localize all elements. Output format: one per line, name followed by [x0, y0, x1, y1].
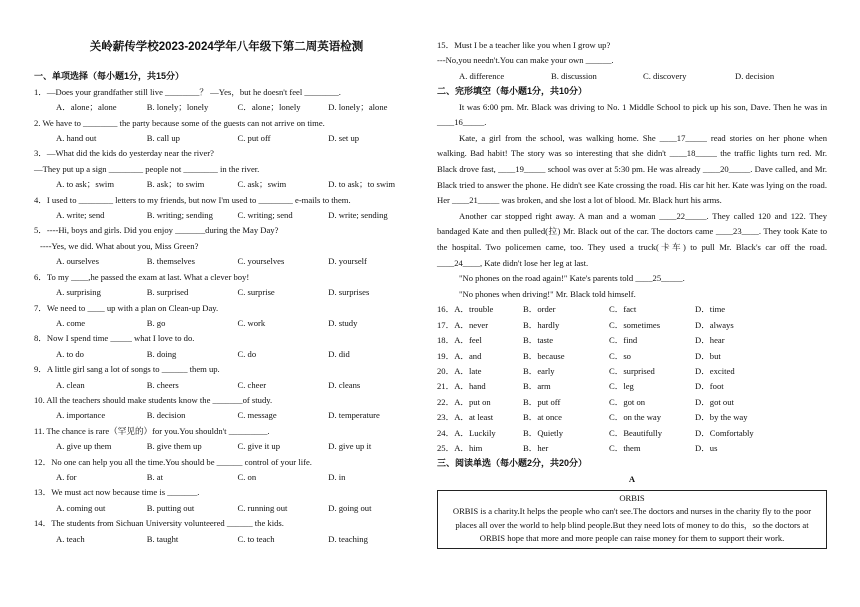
option[interactable]: C. work	[237, 317, 266, 328]
option[interactable]: B. surprised	[146, 287, 189, 298]
option[interactable]: A. come	[56, 317, 86, 328]
question-14-options	[34, 532, 419, 547]
cloze-option[interactable]: D．Comfortably	[695, 427, 754, 438]
cloze-option[interactable]: 17．A．never	[437, 319, 489, 330]
cloze-option[interactable]: 25．A．him	[437, 443, 483, 453]
cloze-option[interactable]: B．Quietly	[523, 427, 564, 438]
cloze-option[interactable]: 20．A．late	[437, 365, 482, 376]
option[interactable]: A. teach	[56, 533, 85, 544]
option[interactable]: B. taught	[146, 533, 179, 544]
option[interactable]: A. give up them	[56, 441, 112, 452]
cloze-option[interactable]: B．taste	[523, 335, 554, 346]
cloze-options	[437, 302, 827, 456]
cloze-option[interactable]: D．us	[695, 443, 718, 453]
option[interactable]: C. running out	[237, 502, 288, 513]
option[interactable]: D. lonely；alone	[328, 102, 388, 113]
cloze-option[interactable]: B．hardly	[523, 319, 560, 330]
cloze-option[interactable]: D．time	[695, 304, 726, 315]
cloze-option[interactable]: D．excited	[695, 365, 735, 376]
option[interactable]: C. message	[237, 410, 277, 421]
option[interactable]: D. set up	[328, 133, 360, 144]
passage-box	[437, 490, 827, 549]
question-15: 15．Must I be a teacher like you when I grow up?	[437, 40, 611, 50]
question-9: 9．A little girl sang a lot of songs to ______ them up.	[34, 364, 220, 375]
question-1-options	[34, 100, 419, 115]
cloze-option[interactable]: 18．A．feel	[437, 335, 482, 346]
cloze-option[interactable]: C．Beautifully	[609, 427, 662, 438]
question-5: 5．----Hi, boys and girls. Did you enjoy _______during the May Day?	[34, 225, 279, 236]
option[interactable]: A. for	[56, 471, 77, 482]
question-8-options	[34, 347, 419, 362]
question-8: 8．Now I spend time _____ what I love to do.	[34, 333, 195, 344]
option[interactable]: D. study	[328, 317, 358, 328]
question-11-options	[34, 439, 419, 454]
question-10-options	[34, 408, 419, 423]
cloze-option[interactable]: B．early	[523, 365, 555, 376]
question-7: 7．We need to ____ up with a plan on Clean-up Day.	[34, 302, 219, 313]
cloze-option[interactable]: C．leg	[609, 381, 634, 392]
cloze-option[interactable]: C．fact	[609, 304, 637, 315]
cloze-option[interactable]: 19．A．and	[437, 350, 482, 361]
cloze-option[interactable]: C．on the way	[609, 412, 662, 423]
question-4: 4．I used to ________ letters to my friends, but now I'm used to ________ e-mails to them.	[34, 194, 351, 205]
option[interactable]: A. importance	[56, 410, 106, 421]
cloze-option[interactable]: D．always	[695, 319, 734, 330]
option[interactable]: B. ask；to swim	[146, 179, 205, 190]
cloze-paragraph-2: Kate, a girl from the school, was walking home. She ____17_____ read stories on her phone when walking. Bad habit! The story was so interesting that she didn't ____18_____ the traffic lights turn red. Mr. Black drove fast, ____19_____ school was over at 5:30 pm. He was already ____20_____. Dave called, and Mr. Black tried to answer the phone. He didn't see Kate crossing the road. His car hit her. Kate was lying on the road. Her ____21_____ was broken, and she lost a lot of blood. Mr. Black hurt his arms.	[437, 132, 827, 206]
cloze-option[interactable]: 23．A．at least	[437, 412, 494, 423]
option[interactable]: A. to ask；swim	[56, 179, 115, 190]
question-6-options	[34, 285, 419, 300]
question-12: 12．No one can help you all the time.You should be ______ control of your life.	[34, 456, 312, 467]
option[interactable]: A. clean	[56, 379, 85, 390]
cloze-paragraph-1: It was 6:00 pm. Mr. Black was driving to No. 1 Middle School to pick up his son, Dave. Then he was in ____16_____.	[437, 101, 827, 128]
cloze-option[interactable]: C．so	[609, 350, 631, 361]
question-3-options	[34, 177, 419, 192]
cloze-option[interactable]: C．surprised	[609, 365, 655, 376]
cloze-paragraph-5: "No phones when driving!" Mr. Black told himself.	[459, 288, 636, 299]
question-1: 1．—Does your grandfather still live ________？ —Yes，but he doesn't feel ________.	[34, 86, 341, 97]
option[interactable]: C. put off	[237, 133, 271, 144]
section-heading-reading: 三、阅读单选（每小题2分，共20分）	[437, 458, 588, 469]
cloze-option[interactable]: C．find	[609, 335, 638, 346]
option[interactable]: A. write; send	[56, 210, 105, 221]
right-column	[437, 38, 827, 549]
option[interactable]: C. cheer	[237, 379, 267, 390]
option[interactable]: D. surprises	[328, 287, 370, 298]
option[interactable]: D. cleans	[328, 379, 361, 390]
question-13: 13．We must act now because time is _______.	[34, 487, 200, 498]
option[interactable]: B. give them up	[146, 441, 202, 452]
option[interactable]: D. write; sending	[328, 210, 388, 221]
cloze-option[interactable]: B．her	[523, 443, 549, 453]
cloze-option[interactable]: 24．A．Luckily	[437, 427, 496, 438]
option[interactable]: D. decision	[735, 70, 775, 81]
option[interactable]: A. ourselves	[56, 256, 99, 267]
option[interactable]: A. hand out	[56, 133, 97, 144]
option[interactable]: C. discovery	[643, 70, 687, 81]
cloze-option[interactable]: C．them	[609, 443, 641, 453]
option[interactable]: A. to do	[56, 348, 84, 359]
option[interactable]: B. at	[146, 471, 163, 482]
cloze-option[interactable]: D．got out	[695, 396, 734, 407]
cloze-option[interactable]: 16．A．trouble	[437, 304, 494, 315]
question-9-options	[34, 378, 419, 393]
passage-text: ORBIS is a charity.It helps the people who can't see.The doctors and nurses in the charity fly to the poor places all over the world to help blind people.But they need lots of money to do this，so the doctors at ORBIS hope that more and more people can raise money for them to support their work.	[452, 506, 812, 543]
option[interactable]: B. writing; sending	[146, 210, 213, 221]
option[interactable]: D. give up it	[328, 441, 372, 452]
option[interactable]: A. difference	[459, 70, 505, 81]
cloze-option[interactable]: D．hear	[695, 335, 725, 346]
option[interactable]: B. cheers	[146, 379, 179, 390]
option[interactable]: B. go	[146, 317, 166, 328]
option[interactable]: B. discussion	[551, 70, 597, 81]
cloze-option[interactable]: B．order	[523, 304, 556, 315]
question-15-line2: ---No,you needn't.You can make your own ______.	[437, 55, 614, 66]
option[interactable]: D. in	[328, 471, 346, 482]
question-3-line2: —They put up a sign ________ people not ________ in the river.	[34, 163, 260, 174]
cloze-option[interactable]: C．sometimes	[609, 319, 661, 330]
question-3: 3．—What did the kids do yesterday near the river?	[34, 148, 214, 159]
question-6: 6．To my ____,he passed the exam at last. What a clever boy!	[34, 271, 250, 282]
option[interactable]: C. do	[237, 348, 257, 359]
cloze-option[interactable]: B．at once	[523, 412, 562, 423]
option[interactable]: A. coming out	[56, 502, 106, 513]
cloze-paragraph-4: "No phones on the road again!" Kate's parents told ____25_____.	[459, 273, 685, 284]
cloze-option[interactable]: C．got on	[609, 396, 646, 407]
option[interactable]: C. ask；swim	[237, 179, 287, 190]
option[interactable]: B. lonely；lonely	[146, 102, 209, 113]
option[interactable]: C. give it up	[237, 441, 280, 452]
option[interactable]: C. on	[237, 471, 257, 482]
option[interactable]: D. did	[328, 348, 350, 359]
cloze-option[interactable]: B．arm	[523, 381, 551, 392]
passage-title: ORBIS	[619, 493, 645, 504]
option[interactable]: B. decision	[146, 410, 186, 421]
question-4-options	[34, 208, 419, 223]
cloze-paragraph-3: Another car stopped right away. A man and a woman ____22_____. They called 120 and 122. They bandaged Kate and then pulled(拉) Mr. Black out of the car. The doctors came ____23____. They took Kate to the hospital. Two policemen came, too. They used a truck(卡车) to pull Mr. Black's car off the road. ____24____, Kate didn't lose her leg at last.	[437, 210, 827, 268]
question-13-options	[34, 501, 419, 516]
question-2: 2. We have to ________ the party because some of the guests can not arrive on time.	[34, 117, 325, 128]
option[interactable]: D. teaching	[328, 533, 368, 544]
question-5-options	[34, 254, 419, 269]
option[interactable]: B. themselves	[146, 256, 195, 267]
option[interactable]: D. to ask；to swim	[328, 179, 396, 190]
question-10: 10. All the teachers should make students know the _______of study.	[34, 394, 273, 405]
option[interactable]: A. surprising	[56, 287, 101, 298]
option[interactable]: C. writing; send	[237, 210, 293, 221]
question-7-options	[34, 316, 419, 331]
cloze-option[interactable]: D．by the way	[695, 412, 748, 423]
question-12-options	[34, 470, 419, 485]
question-15-options	[437, 69, 827, 84]
option[interactable]: B. doing	[146, 348, 177, 359]
option[interactable]: C. yourselves	[237, 256, 285, 267]
cloze-option[interactable]: D．foot	[695, 381, 724, 392]
cloze-option[interactable]: B．put off	[523, 396, 561, 407]
question-11: 11. The chance is rare（罕见的）for you.You shouldn't _________.	[34, 425, 270, 436]
exam-title: 关岭薪传学校2023-2024学年八年级下第二周英语检测	[89, 41, 364, 53]
question-2-options	[34, 131, 419, 146]
option[interactable]: D. yourself	[328, 256, 367, 267]
passage-label: A	[628, 473, 636, 484]
option[interactable]: B. call up	[146, 133, 180, 144]
option[interactable]: B. putting out	[146, 502, 195, 513]
cloze-option[interactable]: B．because	[523, 350, 565, 361]
cloze-option[interactable]: 21．A．hand	[437, 381, 486, 392]
cloze-option[interactable]: 22．A．put on	[437, 396, 491, 407]
left-column	[34, 0, 419, 547]
section-heading-single-choice: 一、单项选择（每小题1分，共15分）	[34, 71, 185, 82]
option[interactable]: D. temperature	[328, 410, 380, 421]
option[interactable]: A．alone；alone	[56, 102, 117, 113]
option[interactable]: C．alone；lonely	[237, 102, 301, 113]
question-14: 14．The students from Sichuan University volunteered ______ the kids.	[34, 518, 284, 529]
option[interactable]: D. going out	[328, 502, 372, 513]
cloze-option[interactable]: D．but	[695, 350, 721, 361]
question-5-line2: ----Yes, we did. What about you, Miss Green?	[40, 240, 199, 251]
section-heading-cloze: 二、完形填空（每小题1分，共10分）	[437, 86, 588, 97]
option[interactable]: C. to teach	[237, 533, 275, 544]
option[interactable]: C. surprise	[237, 287, 275, 298]
